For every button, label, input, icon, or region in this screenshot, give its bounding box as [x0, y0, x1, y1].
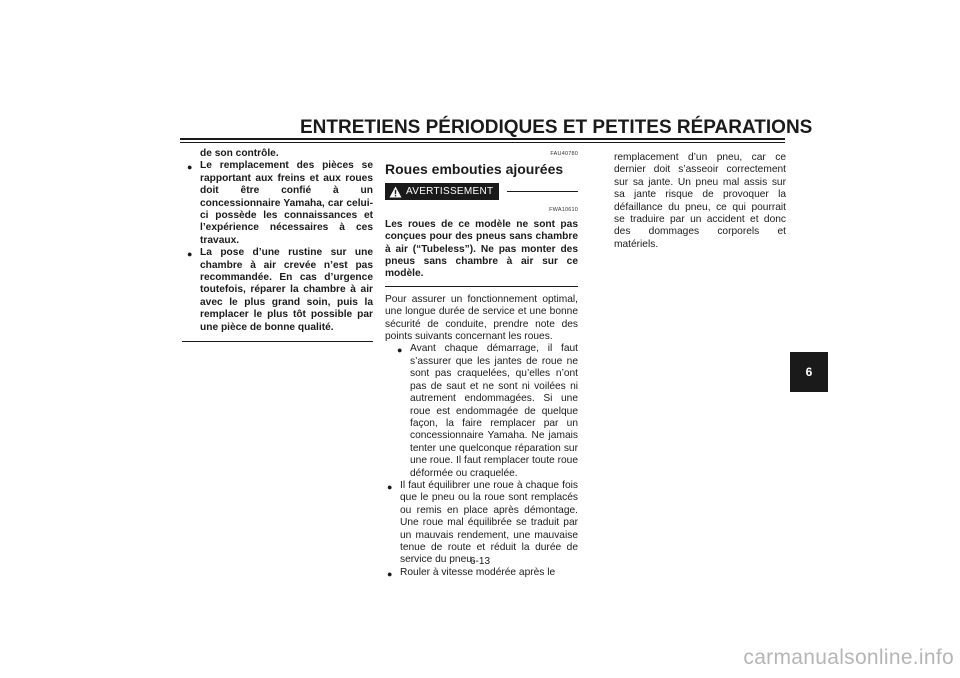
warning-header	[385, 183, 578, 200]
warning-triangle-icon	[389, 186, 402, 198]
column-left	[185, 148, 373, 334]
column-middle	[385, 148, 578, 579]
page-header-title: ENTRETIENS PÉRIODIQUES ET PETITES RÉPARATIONS	[300, 117, 813, 138]
wheels-bullet-text: Avant chaque démarrage, il faut s’assurer que les jantes de roue ne sont pas craquelées, qu’elles n’ont pas de saut et ne sont ni voilées ni autrement endommagées. Si une roue est endommagée de quelque façon, la faire remplacer par un concessionnaire Yamaha. Ne jamais tenter une quelconque réparation sur une roue. Il faut remplacer toute roue déformée ou craquelée.	[410, 343, 578, 479]
bullet-icon: ●	[187, 162, 193, 173]
wheels-bullet-text: Rouler à vitesse modérée après le	[400, 566, 556, 578]
col1-bullet-item	[185, 247, 373, 334]
bullet-icon: ●	[397, 345, 403, 356]
col1-bullet-text: La pose d’une rustine sur une chambre à air crevée n’est pas recommandée. En cas d’urgence toutefois, réparer la chambre à air avec le plus grand soin, puis la remplacer le plus tôt possible par une pièce de bonne qualité.	[200, 247, 373, 333]
bullet-icon: ●	[187, 249, 193, 260]
wheels-bullet-list	[385, 343, 578, 479]
col1-intro: de son contrôle.	[200, 148, 279, 159]
column-right	[614, 152, 786, 251]
page-number: 6-13	[469, 556, 490, 567]
bullet-icon: ●	[387, 481, 393, 492]
watermark: carmanualsonline.info	[743, 646, 954, 669]
header-rule-thick	[180, 138, 785, 140]
warning-badge	[385, 183, 499, 200]
section-title: Roues embouties ajourées	[385, 161, 564, 178]
chapter-tab: 6	[790, 352, 828, 392]
wheels-bullet-item	[385, 567, 578, 579]
warning-text: Les roues de ce modèle ne sont pas conçues pour des pneus sans chambre à air (“Tubeless”). Ne pas monter des pneus sans chambre à air sur ce modèle.	[385, 218, 578, 280]
col1-end-rule	[182, 341, 373, 342]
col3-text: remplacement d’un pneu, car ce dernier doit s’asseoir correctement sur sa jante. Un pneu mal assis sur sa jante risque de provoquer la défaillance du pneu, ce qui pourrait se traduire par un accident et donc des dommages corporels et matériels.	[614, 152, 786, 250]
warning-code: FWA10610	[549, 207, 578, 214]
bullet-icon: ●	[387, 568, 393, 579]
section-code: FAU40780	[550, 151, 578, 157]
wheels-bullet-item	[395, 343, 578, 479]
wheels-bullet-text: Il faut équilibrer une roue à chaque fois que le pneu ou la roue sont remplacés ou remis en place après démontage. Une roue mal équilibrée se traduit par un mauvais rendement, une mauvaise tenue de route et réduit la durée de service du pneu.	[400, 479, 578, 566]
col1-bullet-text: Le remplacement des pièces se rapportant aux freins et aux roues doit être confié à un concessionnaire Yamaha, car celui-ci possède les connaissances et l’expérience nécessaires à ces travaux.	[200, 160, 373, 246]
wheels-bullet-item	[385, 480, 578, 567]
warning-header-rule	[507, 191, 578, 192]
header-rule-thin	[180, 142, 785, 143]
col1-bullet-item	[185, 160, 373, 247]
warning-label: AVERTISSEMENT	[406, 185, 494, 197]
wheels-intro: Pour assurer un fonctionnement optimal, une longue durée de service et une bonne sécurité de conduite, prendre note des points suivants concernant les roues.	[385, 293, 578, 343]
warning-end-rule	[385, 286, 578, 287]
